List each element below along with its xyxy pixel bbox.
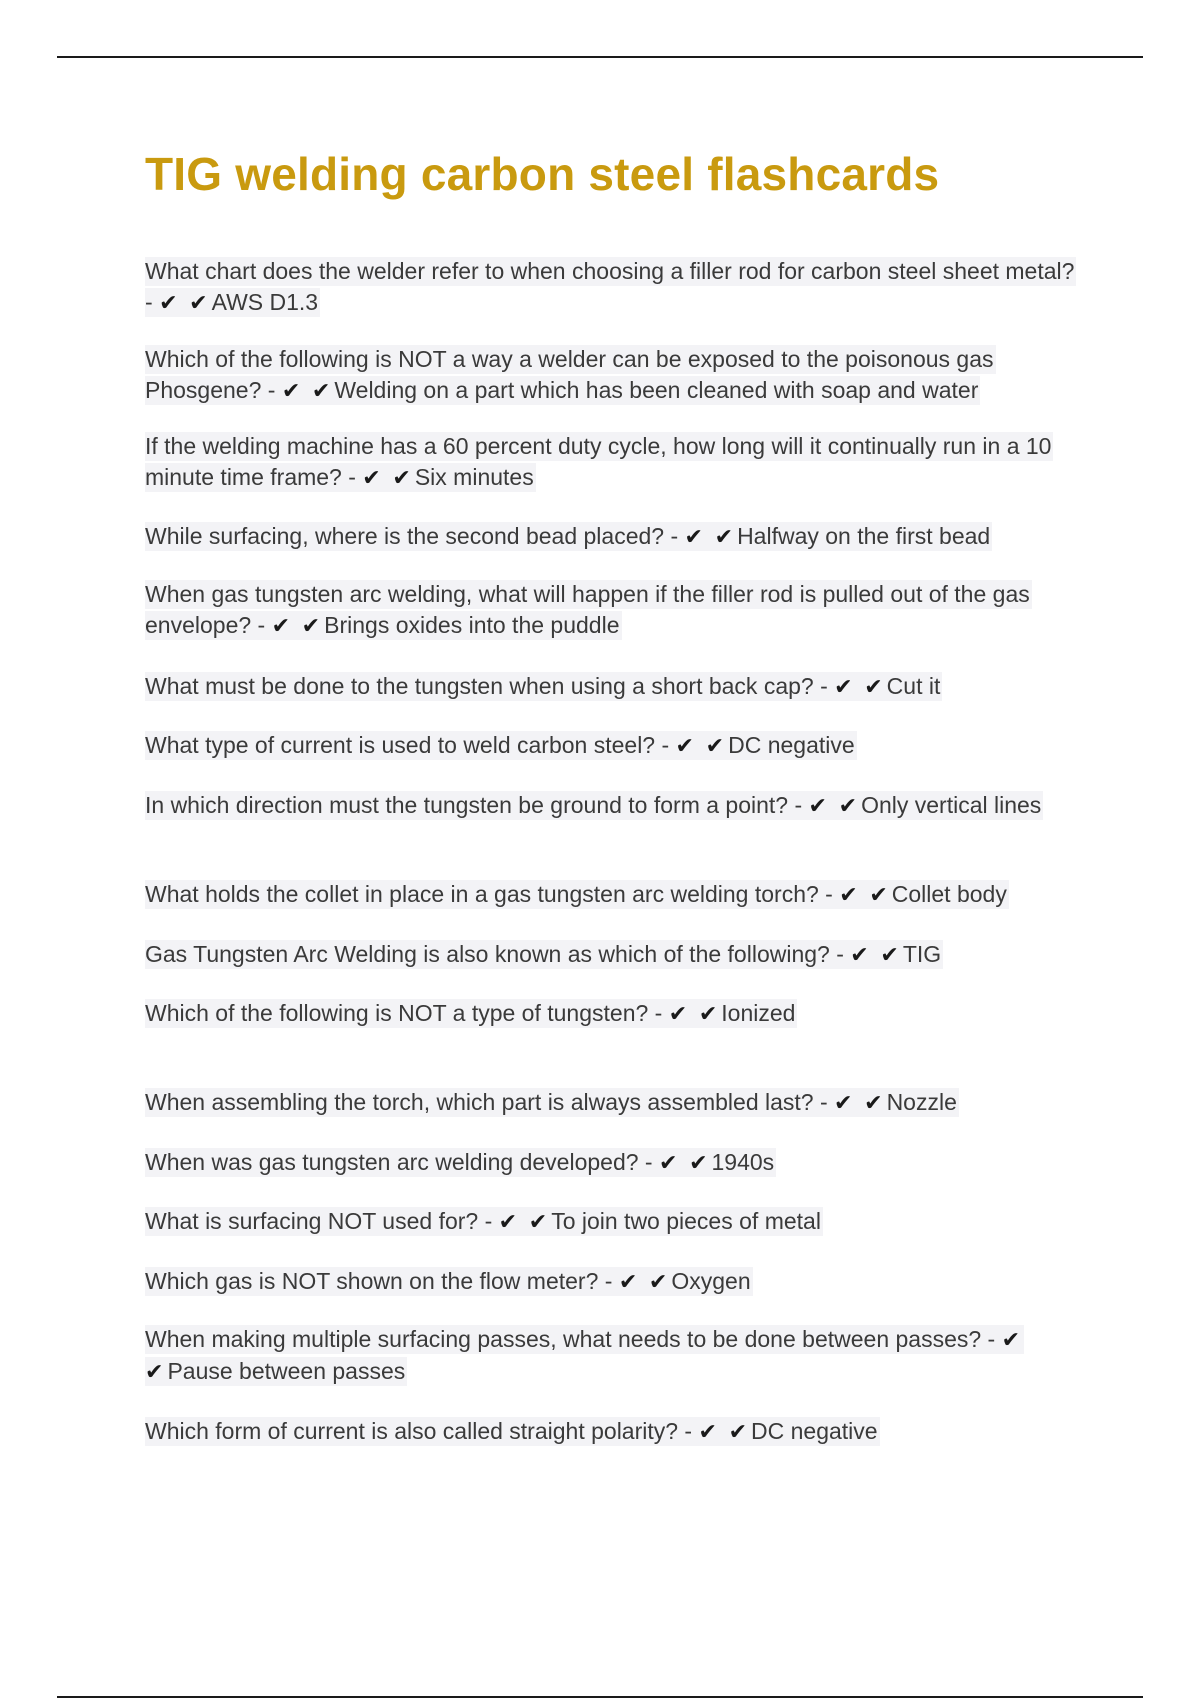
flashcard bbox=[145, 1416, 1085, 1448]
flashcard bbox=[145, 879, 1085, 911]
card-question: While surfacing, where is the second bead placed? - bbox=[145, 523, 679, 549]
card-answer: Oxygen bbox=[671, 1268, 751, 1294]
double-check-icon: ✔ ✔ bbox=[850, 943, 901, 968]
card-answer: Only vertical lines bbox=[861, 792, 1042, 818]
card-question: What chart does the welder refer to when choosing a filler rod for carbon steel sheet metal? - bbox=[145, 258, 1075, 315]
flashcard bbox=[145, 256, 1085, 319]
flashcard bbox=[145, 579, 1085, 642]
flashcard bbox=[145, 998, 1085, 1030]
card-question: When gas tungsten arc welding, what will happen if the filler rod is pulled out of the gas envelope? - bbox=[145, 581, 1030, 638]
flashcard bbox=[145, 671, 1085, 703]
card-question: Which form of current is also called straight polarity? - bbox=[145, 1418, 693, 1444]
double-check-icon: ✔ ✔ bbox=[618, 1270, 670, 1295]
header-rule bbox=[57, 56, 1143, 58]
card-question: What type of current is used to weld carbon steel? - bbox=[145, 732, 670, 758]
card-question: Which gas is NOT shown on the flow meter? - bbox=[145, 1268, 613, 1294]
double-check-icon: ✔ ✔ bbox=[684, 525, 736, 550]
double-check-icon: ✔ ✔ bbox=[834, 675, 885, 700]
card-answer: Brings oxides into the puddle bbox=[324, 612, 620, 638]
card-answer: Ionized bbox=[721, 1000, 796, 1026]
card-question: When making multiple surfacing passes, what needs to be done between passes? - bbox=[145, 1326, 996, 1352]
card-question: If the welding machine has a 60 percent duty cycle, how long will it continually run in a 10 minute time frame? - bbox=[145, 433, 1052, 490]
double-check-icon: ✔ ✔ bbox=[271, 614, 323, 639]
card-answer: Collet body bbox=[891, 881, 1007, 907]
card-question: Gas Tungsten Arc Welding is also known as which of the following? - bbox=[145, 941, 844, 967]
double-check-icon: ✔ ✔ bbox=[145, 1328, 1023, 1385]
double-check-icon: ✔ ✔ bbox=[498, 1210, 550, 1235]
flashcard bbox=[145, 521, 1085, 553]
double-check-icon: ✔ ✔ bbox=[281, 379, 333, 404]
card-question: What holds the collet in place in a gas tungsten arc welding torch? - bbox=[145, 881, 833, 907]
double-check-icon: ✔ ✔ bbox=[839, 883, 890, 908]
card-answer: Pause between passes bbox=[167, 1358, 406, 1384]
card-question: In which direction must the tungsten be ground to form a point? - bbox=[145, 792, 803, 818]
card-answer: AWS D1.3 bbox=[211, 289, 319, 315]
double-check-icon: ✔ ✔ bbox=[658, 1151, 710, 1176]
page-title: TIG welding carbon steel flashcards bbox=[145, 148, 940, 200]
double-check-icon: ✔ ✔ bbox=[675, 734, 727, 759]
card-answer: Six minutes bbox=[414, 464, 534, 490]
card-answer: Welding on a part which has been cleaned with soap and water bbox=[334, 377, 979, 403]
card-answer: 1940s bbox=[711, 1149, 775, 1175]
card-question: Which of the following is NOT a type of tungsten? - bbox=[145, 1000, 663, 1026]
double-check-icon: ✔ ✔ bbox=[668, 1002, 720, 1027]
double-check-icon: ✔ ✔ bbox=[808, 794, 860, 819]
flashcard bbox=[145, 1206, 1085, 1238]
card-answer: TIG bbox=[902, 941, 942, 967]
double-check-icon: ✔ ✔ bbox=[834, 1091, 885, 1116]
card-question: When was gas tungsten arc welding developed? - bbox=[145, 1149, 653, 1175]
flashcard bbox=[145, 1266, 1085, 1298]
card-answer: Nozzle bbox=[886, 1089, 957, 1115]
flashcard bbox=[145, 344, 1085, 407]
flashcard bbox=[145, 1087, 1085, 1119]
flashcard bbox=[145, 939, 1085, 971]
flashcard bbox=[145, 730, 1085, 762]
flashcard bbox=[145, 790, 1085, 822]
card-answer: Halfway on the first bead bbox=[737, 523, 991, 549]
card-question: What must be done to the tungsten when using a short back cap? - bbox=[145, 673, 828, 699]
double-check-icon: ✔ ✔ bbox=[159, 291, 210, 316]
flashcard bbox=[145, 1324, 1085, 1388]
flashcard bbox=[145, 1147, 1085, 1179]
card-question: What is surfacing NOT used for? - bbox=[145, 1208, 493, 1234]
double-check-icon: ✔ ✔ bbox=[698, 1420, 750, 1445]
footer-rule bbox=[57, 1696, 1143, 1698]
card-question: Which of the following is NOT a way a welder can be exposed to the poisonous gas Phosgene? - bbox=[145, 346, 994, 403]
card-answer: Cut it bbox=[886, 673, 941, 699]
card-answer: DC negative bbox=[751, 1418, 878, 1444]
card-answer: To join two pieces of metal bbox=[551, 1208, 821, 1234]
card-answer: DC negative bbox=[728, 732, 855, 758]
flashcard bbox=[145, 431, 1085, 494]
card-question: When assembling the torch, which part is always assembled last? - bbox=[145, 1089, 828, 1115]
double-check-icon: ✔ ✔ bbox=[362, 466, 413, 491]
